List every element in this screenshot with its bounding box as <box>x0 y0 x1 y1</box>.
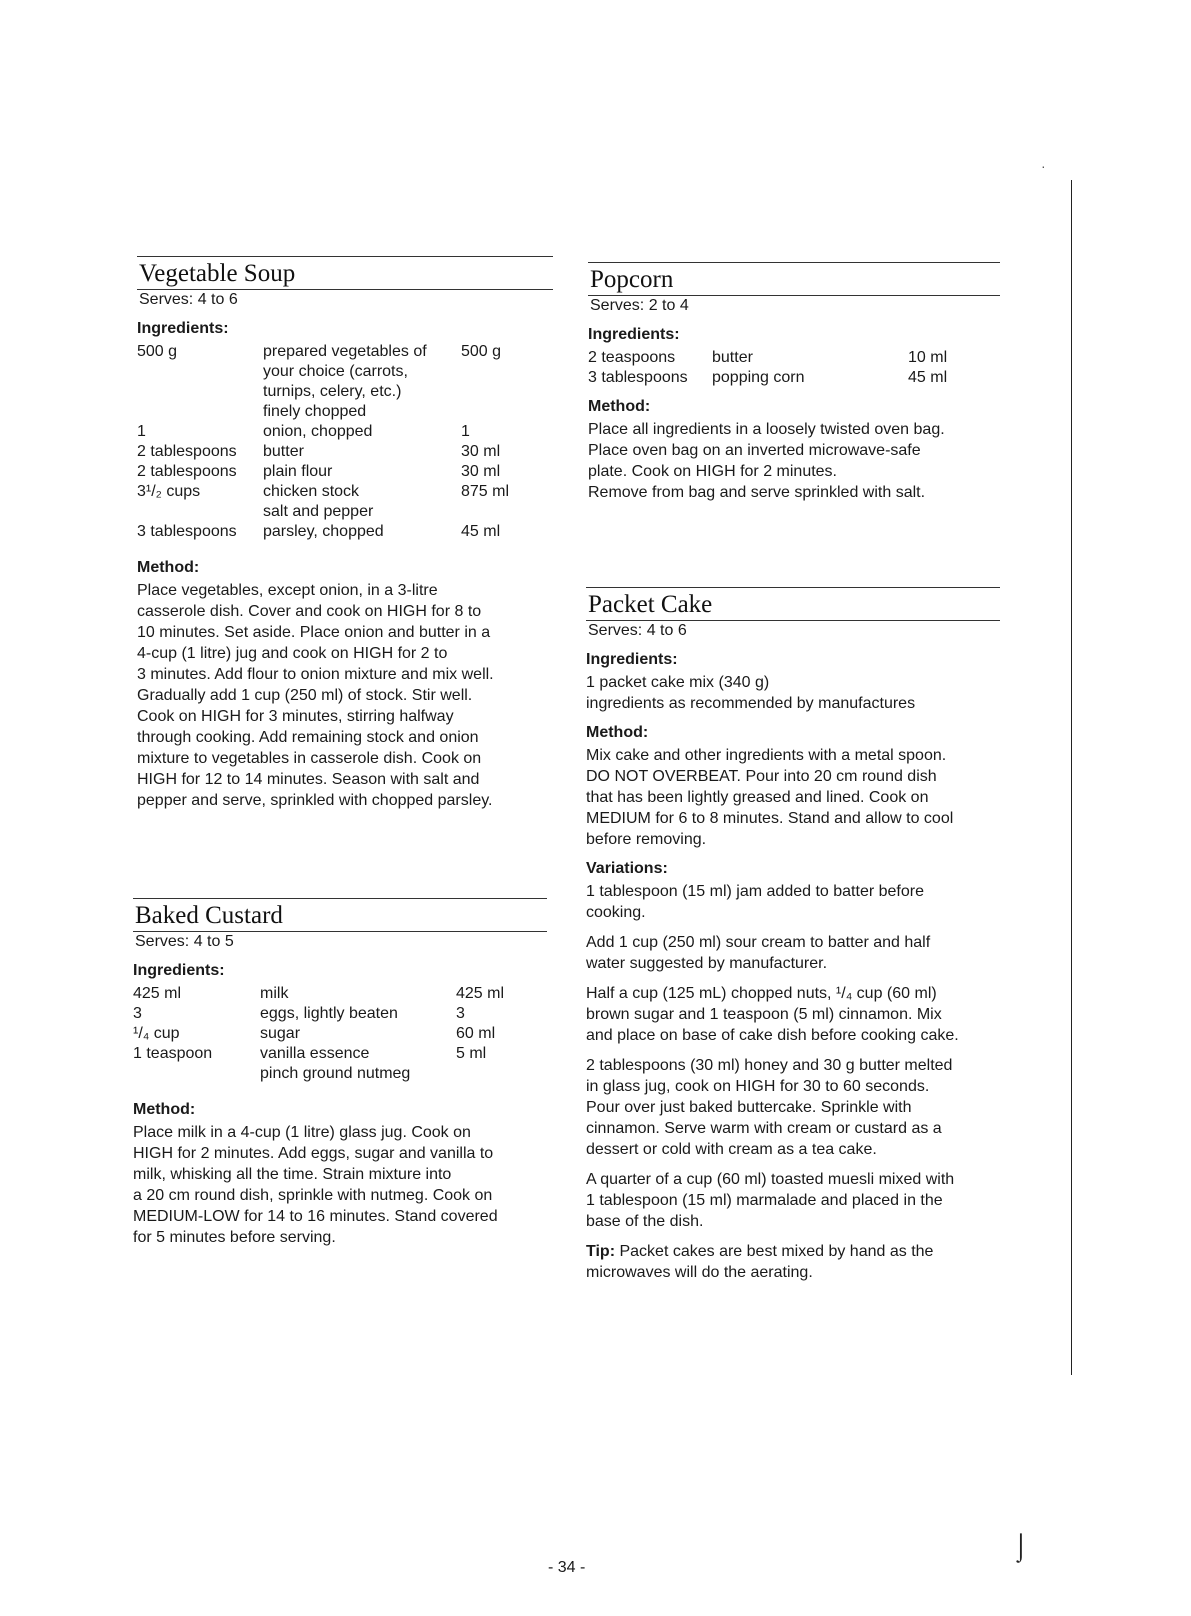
text-line: pepper and serve, sprinkled with chopped parsley. <box>137 792 493 809</box>
method-text <box>133 1122 547 1248</box>
ingredient-row <box>137 382 553 402</box>
ingredient-qty: 2 tablespoons <box>137 443 237 460</box>
variations-list <box>586 881 1000 1232</box>
text-line: base of the dish. <box>586 1213 704 1230</box>
text-line: Place vegetables, except onion, in a 3-litre <box>137 582 438 599</box>
recipe-title: Popcorn <box>590 266 674 293</box>
recipe-title: Packet Cake <box>588 591 713 618</box>
ingredient-row <box>137 442 553 462</box>
title-rule-top <box>588 262 1000 263</box>
page-edge-line <box>1071 180 1072 1375</box>
ingredient-row <box>588 348 1000 368</box>
ingredient-item: prepared vegetables of <box>263 343 427 360</box>
ingredient-row <box>133 1044 547 1064</box>
text-line: Remove from bag and serve sprinkled with salt. <box>588 484 926 501</box>
ingredient-row <box>137 402 553 422</box>
method-label: Method: <box>586 724 649 741</box>
ingredient-row <box>133 984 547 1004</box>
ingredient-metric <box>461 502 541 522</box>
method-label: Method: <box>588 398 651 415</box>
ingredient-row <box>133 1024 547 1044</box>
ingredient-item: parsley, chopped <box>263 523 384 540</box>
ingredients-table <box>133 984 547 1084</box>
title-rule-top <box>586 587 1000 588</box>
text-line: Mix cake and other ingredients with a metal spoon. <box>586 747 947 764</box>
page-number: - 34 - <box>548 1559 586 1576</box>
ingredient-row <box>133 1064 547 1084</box>
ingredient-metric: 45 ml <box>908 369 948 386</box>
method-label: Method: <box>133 1101 196 1118</box>
text-line: MEDIUM for 6 to 8 minutes. Stand and allow to cool <box>586 810 954 827</box>
text-line: and place on base of cake dish before cooking cake. <box>586 1027 959 1044</box>
ingredient-qty <box>137 502 263 522</box>
ingredient-item: turnips, celery, etc.) <box>263 383 402 400</box>
ingredient-item: butter <box>712 349 753 366</box>
serves-text: Serves: 4 to 6 <box>588 622 687 639</box>
ingredient-row <box>137 462 553 482</box>
text-line: 2 tablespoons (30 ml) honey and 30 g butter melted <box>586 1057 953 1074</box>
ingredient-metric: 425 ml <box>456 985 505 1002</box>
text-line: plate. Cook on HIGH for 2 minutes. <box>588 463 837 480</box>
ingredients-text <box>586 672 1000 714</box>
text-line: Cook on HIGH for 3 minutes, stirring halfway <box>137 708 454 725</box>
text-line: casserole dish. Cover and cook on HIGH for 8 to <box>137 603 482 620</box>
text-line: A quarter of a cup (60 ml) toasted muesli mixed with <box>586 1171 955 1188</box>
ingredient-metric: 60 ml <box>456 1025 496 1042</box>
text-line: HIGH for 2 minutes. Add eggs, sugar and vanilla to <box>133 1145 494 1162</box>
ingredient-qty: 425 ml <box>133 985 182 1002</box>
text-line: Gradually add 1 cup (250 ml) of stock. Stir well. <box>137 687 473 704</box>
variation-item <box>586 1055 1000 1160</box>
ingredient-qty: 3 <box>133 1005 142 1022</box>
ingredient-metric: 875 ml <box>461 483 510 500</box>
text-line: DO NOT OVERBEAT. Pour into 20 cm round dish <box>586 768 937 785</box>
ingredient-qty: 1 <box>137 423 146 440</box>
ingredient-item: onion, chopped <box>263 423 373 440</box>
recipe-popcorn <box>588 262 1000 503</box>
ingredient-item: plain flour <box>263 463 333 480</box>
ingredient-metric <box>461 362 541 382</box>
ingredient-row <box>137 502 553 522</box>
text-line: Place oven bag on an inverted microwave-safe <box>588 442 921 459</box>
text-line: 1 packet cake mix (340 g) <box>586 674 770 691</box>
ingredient-item: butter <box>263 443 304 460</box>
serves-text: Serves: 2 to 4 <box>590 297 689 314</box>
text-line: cinnamon. Serve warm with cream or custard as a <box>586 1120 942 1137</box>
method-label: Method: <box>137 559 200 576</box>
text-line: in glass jug, cook on HIGH for 30 to 60 seconds. <box>586 1078 930 1095</box>
ingredient-qty: 500 g <box>137 343 178 360</box>
title-rule-top <box>133 898 547 899</box>
text-line: 3 minutes. Add flour to onion mixture and mix well. <box>137 666 494 683</box>
serves-text: Serves: 4 to 5 <box>135 933 234 950</box>
text-line: 10 minutes. Set aside. Place onion and butter in a <box>137 624 491 641</box>
variation-item <box>586 983 1000 1046</box>
ingredient-qty: 3 tablespoons <box>137 523 237 540</box>
ingredient-metric: 45 ml <box>461 523 501 540</box>
ingredient-metric: 10 ml <box>908 349 948 366</box>
text-line: dessert or cold with cream as a tea cake. <box>586 1141 877 1158</box>
text-line: Place all ingredients in a loosely twisted oven bag. <box>588 421 945 438</box>
text-line: Pour over just baked buttercake. Sprinkle with <box>586 1099 912 1116</box>
ingredient-qty: 3 tablespoons <box>588 369 688 386</box>
ingredient-row <box>137 422 553 442</box>
ingredient-qty <box>137 402 263 422</box>
title-rule-top <box>137 256 553 257</box>
ingredients-label: Ingredients: <box>586 651 678 668</box>
text-line: MEDIUM-LOW for 14 to 16 minutes. Stand covered <box>133 1208 498 1225</box>
ingredients-label: Ingredients: <box>588 326 680 343</box>
ingredient-metric <box>461 402 541 422</box>
text-line: before removing. <box>586 831 707 848</box>
scan-speck: · <box>1041 158 1046 174</box>
ingredient-item: your choice (carrots, <box>263 363 408 380</box>
text-line: 1 tablespoon (15 ml) jam added to batter before <box>586 883 924 900</box>
variation-item <box>586 881 1000 923</box>
ingredient-item: finely chopped <box>263 403 367 420</box>
tip-line: Packet cakes are best mixed by hand as the <box>615 1243 934 1260</box>
recipe-vegetable-soup <box>137 256 553 811</box>
ingredients-label: Ingredients: <box>133 962 225 979</box>
ingredient-qty: 3¹/₂ cups <box>137 483 201 500</box>
ingredient-qty <box>137 382 263 402</box>
text-line: ingredients as recommended by manufactures <box>586 695 916 712</box>
text-line: cooking. <box>586 904 646 921</box>
method-text <box>586 745 1000 850</box>
text-line: a 20 cm round dish, sprinkle with nutmeg. Cook on <box>133 1187 493 1204</box>
ingredient-metric <box>461 382 541 402</box>
ingredient-qty: 1 teaspoon <box>133 1045 213 1062</box>
ingredient-qty <box>133 1064 260 1084</box>
text-line: water suggested by manufacturer. <box>586 955 828 972</box>
scan-mark-corner: ⌡ <box>1013 1531 1029 1561</box>
text-line: mixture to vegetables in casserole dish. Cook on <box>137 750 482 767</box>
serves-text: Serves: 4 to 6 <box>139 291 238 308</box>
ingredient-metric: 500 g <box>461 343 502 360</box>
ingredient-item: sugar <box>260 1025 301 1042</box>
text-line: HIGH for 12 to 14 minutes. Season with salt and <box>137 771 480 788</box>
tip-text <box>586 1241 1000 1283</box>
ingredients-table <box>588 348 1000 388</box>
recipe-title: Vegetable Soup <box>139 260 296 287</box>
variations-label: Variations: <box>586 860 668 877</box>
ingredient-metric: 30 ml <box>461 443 501 460</box>
text-line: brown sugar and 1 teaspoon (5 ml) cinnamon. Mix <box>586 1006 942 1023</box>
ingredient-item: chicken stock <box>263 483 360 500</box>
method-text <box>137 580 553 811</box>
ingredients-label: Ingredients: <box>137 320 229 337</box>
ingredient-metric <box>456 1064 536 1084</box>
tip-line: microwaves will do the aerating. <box>586 1264 813 1281</box>
ingredient-item: eggs, lightly beaten <box>260 1005 398 1022</box>
text-line: Add 1 cup (250 ml) sour cream to batter and half <box>586 934 931 951</box>
recipe-packet-cake <box>586 587 1000 1283</box>
text-line: through cooking. Add remaining stock and onion <box>137 729 479 746</box>
ingredient-metric: 3 <box>456 1005 465 1022</box>
ingredient-item: salt and pepper <box>263 503 374 520</box>
ingredient-metric: 1 <box>461 423 470 440</box>
ingredient-qty: ¹/₄ cup <box>133 1025 180 1042</box>
ingredient-row <box>137 342 553 362</box>
ingredient-row <box>588 368 1000 388</box>
ingredient-qty <box>137 362 263 382</box>
ingredient-item: vanilla essence <box>260 1045 370 1062</box>
variation-item <box>586 1169 1000 1232</box>
variation-item <box>586 932 1000 974</box>
ingredient-item: popping corn <box>712 369 805 386</box>
ingredient-row <box>133 1004 547 1024</box>
text-line: for 5 minutes before serving. <box>133 1229 336 1246</box>
ingredient-qty: 2 tablespoons <box>137 463 237 480</box>
ingredients-table <box>137 342 553 542</box>
ingredient-metric: 5 ml <box>456 1045 487 1062</box>
text-line: 1 tablespoon (15 ml) marmalade and placed in the <box>586 1192 943 1209</box>
text-line: that has been lightly greased and lined. Cook on <box>586 789 929 806</box>
ingredient-metric: 30 ml <box>461 463 501 480</box>
ingredient-row <box>137 482 553 502</box>
recipe-baked-custard <box>133 898 547 1248</box>
ingredient-row <box>137 522 553 542</box>
ingredient-item: milk <box>260 985 289 1002</box>
ingredient-item: pinch ground nutmeg <box>260 1065 411 1082</box>
recipe-title: Baked Custard <box>135 902 283 929</box>
ingredient-row <box>137 362 553 382</box>
text-line: milk, whisking all the time. Strain mixture into <box>133 1166 452 1183</box>
text-line: Half a cup (125 mL) chopped nuts, ¹/₄ cup (60 ml) <box>586 985 937 1002</box>
ingredient-qty: 2 teaspoons <box>588 349 676 366</box>
method-text <box>588 419 1000 503</box>
tip-label: Tip: <box>586 1243 616 1260</box>
text-line: Place milk in a 4-cup (1 litre) glass jug. Cook on <box>133 1124 471 1141</box>
text-line: 4-cup (1 litre) jug and cook on HIGH for 2 to <box>137 645 448 662</box>
